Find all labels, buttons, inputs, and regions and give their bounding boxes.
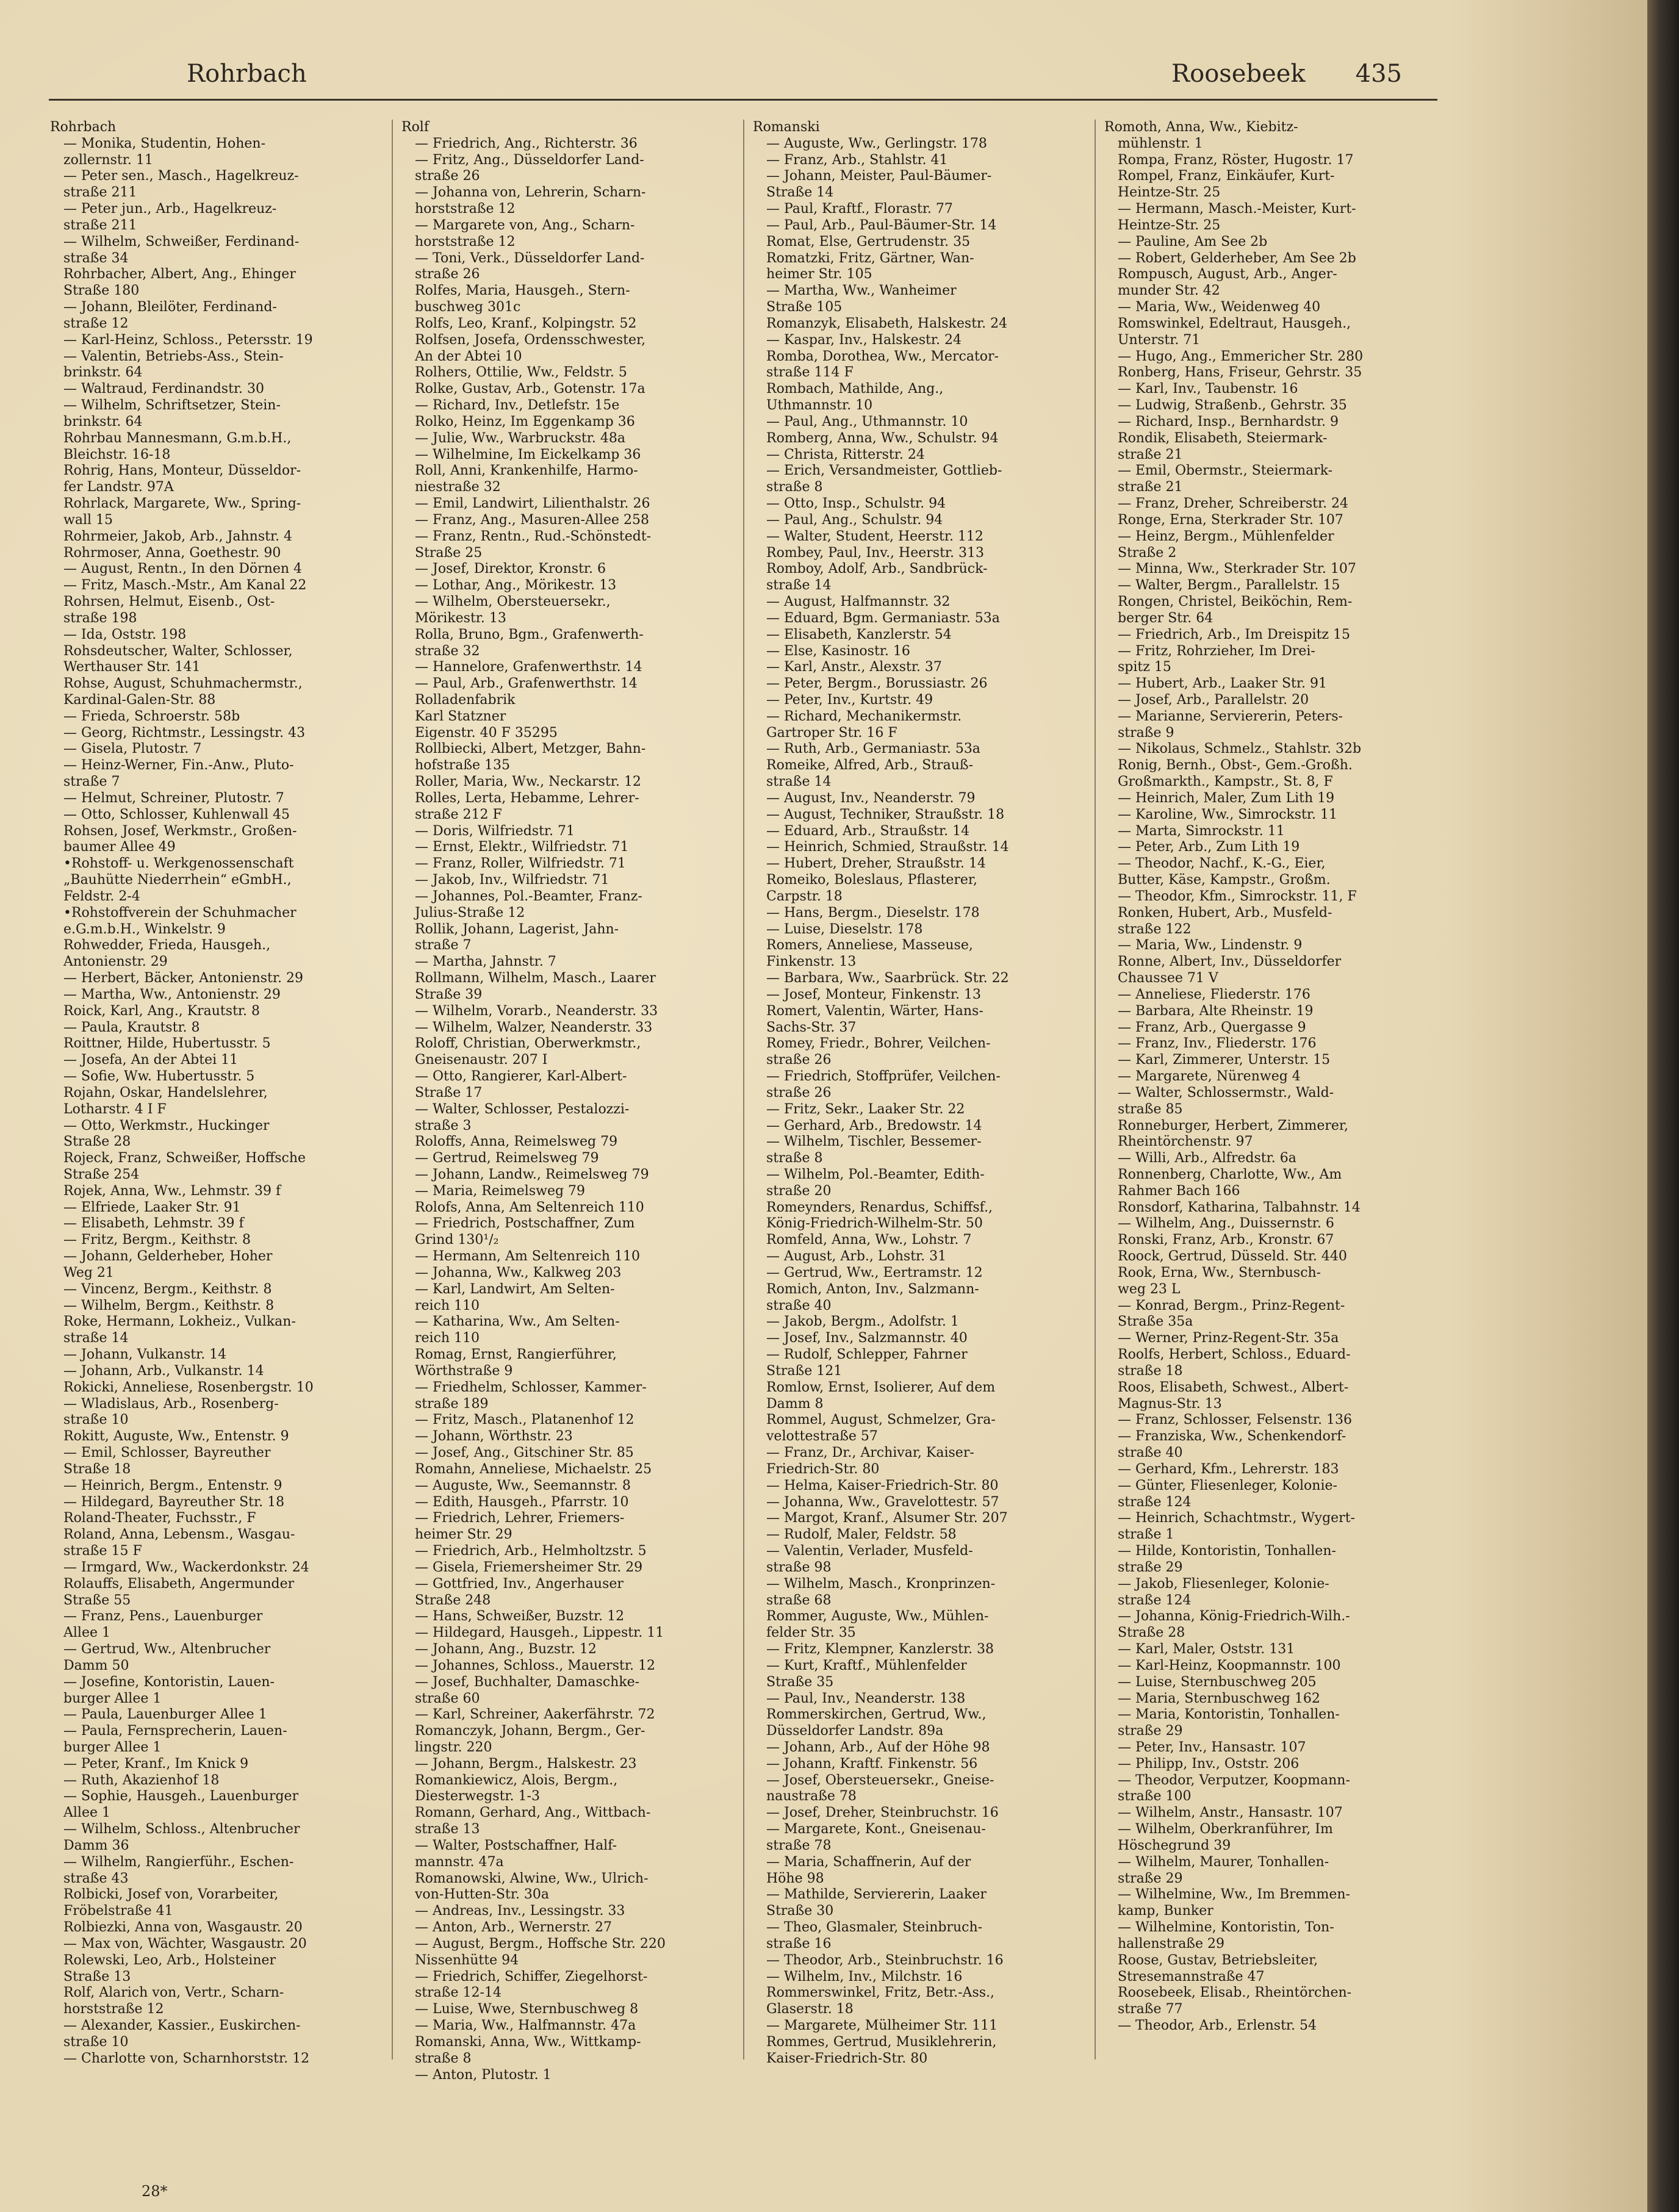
header-rule	[49, 99, 1437, 101]
directory-column-1	[50, 120, 395, 2072]
book-spine	[1647, 0, 1679, 2212]
header-left-keyword: Rohrbach	[187, 60, 307, 88]
column-1-text: Rohrbach — Monika, Studentin, Hohen- zollernstr. 11 — Peter sen., Masch., Hagelkreuz- straße 211 — Peter jun., Arb., Hagelkreuz- straße 211 — Wilhelm, Schweißer, Ferdinand- straße 34 Rohrbacher, Albert, Ang., Ehinger Straße 180 — Johann, Bleilöter, Ferdinand- straße 12 — Karl-Heinz, Schloss., Petersstr. 19 — Valentin, Betriebs-Ass., Stein- brinkstr. 64 — Waltraud, Ferdinandstr. 30 — Wilhelm, Schriftsetzer, Stein- brinkstr. 64 Rohrbau Mannesmann, G.m.b.H., Bleichstr. 16-18 Rohrig, Hans, Monteur, Düsseldor- fer Landstr. 97A Rohrlack, Margarete, Ww., Spring- wall 15 Rohrmeier, Jakob, Arb., Jahnstr. 4 Rohrmoser, Anna, Goethestr. 90 — August, Rentn., In den Dörnen 4 — Fritz, Masch.-Mstr., Am Kanal 22 Rohrsen, Helmut, Eisenb., Ost- straße 198 — Ida, Oststr. 198 Rohsdeutscher, Walter, Schlosser, Werthauser Str. 141 Rohse, August, Schuhmachermstr., Kardinal-Galen-Str. 88 — Frieda, Schroerstr. 58b — Georg, Richtmstr., Lessingstr. 43 — Gisela, Plutostr. 7 — Heinz-Werner, Fin.-Anw., Pluto- straße 7 — Helmut, Schreiner, Plutostr. 7 — Otto, Schlosser, Kuhlenwall 45 Rohsen, Josef, Werkmstr., Großen- baumer Allee 49 •Rohstoff- u. Werkgenossenschaft „Bauhütte Niederrhein“ eGmbH., Feldstr. 2-4 •Rohstoffverein der Schuhmacher e.G.m.b.H., Winkelstr. 9 Rohwedder, Frieda, Hausgeh., Antonienstr. 29 — Herbert, Bäcker, Antonienstr. 29 — Martha, Ww., Antonienstr. 29 Roick, Karl, Ang., Krautstr. 8 — Paula, Krautstr. 8 Roittner, Hilde, Hubertusstr. 5 — Josefa, An der Abtei 11 — Sofie, Ww. Hubertusstr. 5 Rojahn, Oskar, Handelslehrer, Lotharstr. 4 I F — Otto, Werkmstr., Huckinger Straße 28 Rojeck, Franz, Schweißer, Hoffsche Straße 254 Rojek, Anna, Ww., Lehmstr. 39 f — Elfriede, Laaker Str. 91 — Elisabeth, Lehmstr. 39 f — Fritz, Bergm., Keithstr. 8 — Johann, Gelderheber, Hoher Weg 21 — Vincenz, Bergm., Keithstr. 8 — Wilhelm, Bergm., Keithstr. 8 Roke, Hermann, Lokheiz., Vulkan- straße 14 — Johann, Vulkanstr. 14 — Johann, Arb., Vulkanstr. 14 Rokicki, Anneliese, Rosenbergstr. 10 — Wladislaus, Arb., Rosenberg- straße 10 Rokitt, Auguste, Ww., Entenstr. 9 — Emil, Schlosser, Bayreuther Straße 18 — Heinrich, Bergm., Entenstr. 9 — Hildegard, Bayreuther Str. 18 Roland-Theater, Fuchsstr., F Roland, Anna, Lebensm., Wasgau- straße 15 F — Irmgard, Ww., Wackerdonkstr. 24 Rolauffs, Elisabeth, Angermunder Straße 55 — Franz, Pens., Lauenburger Allee 1 — Gertrud, Ww., Altenbrucher Damm 50 — Josefine, Kontoristin, Lauen- burger Allee 1 — Paula, Lauenburger Allee 1 — Paula, Fernsprecherin, Lauen- burger Allee 1 — Peter, Kranf., Im Knick 9 — Ruth, Akazienhof 18 — Sophie, Hausgeh., Lauenburger Allee 1 — Wilhelm, Schloss., Altenbrucher Damm 36 — Wilhelm, Rangierführ., Eschen- straße 43 Rolbicki, Josef von, Vorarbeiter, Fröbelstraße 41 Rolbiezki, Anna von, Wasgaustr. 20 — Max von, Wächter, Wasgaustr. 20 Rolewski, Leo, Arb., Holsteiner Straße 13 Rolf, Alarich von, Vertr., Scharn- horststraße 12 — Alexander, Kassier., Euskirchen- straße 10 — Charlotte von, Scharnhorststr. 12	[50, 120, 314, 2066]
page-number: 435	[1355, 60, 1402, 88]
signature-mark: 28*	[142, 2183, 168, 2200]
directory-column-4	[1104, 120, 1450, 2072]
column-3-text: Romanski — Auguste, Ww., Gerlingstr. 178 — Franz, Arb., Stahlstr. 41 — Johann, Meister, Paul-Bäumer- Straße 14 — Paul, Kraftf., Florastr. 77 — Paul, Arb., Paul-Bäumer-Str. 14 Romat, Else, Gertrudenstr. 35 Romatzki, Fritz, Gärtner, Wan- heimer Str. 105 — Martha, Ww., Wanheimer Straße 105 Romanzyk, Elisabeth, Halskestr. 24 — Kaspar, Inv., Halskestr. 24 Romba, Dorothea, Ww., Mercator- straße 114 F Rombach, Mathilde, Ang., Uthmannstr. 10 — Paul, Ang., Uthmannstr. 10 Romberg, Anna, Ww., Schulstr. 94 — Christa, Ritterstr. 24 — Erich, Versandmeister, Gottlieb- straße 8 — Otto, Insp., Schulstr. 94 — Paul, Ang., Schulstr. 94 — Walter, Student, Heerstr. 112 Rombey, Paul, Inv., Heerstr. 313 Romboy, Adolf, Arb., Sandbrück- straße 14 — August, Halfmannstr. 32 — Eduard, Bgm. Germaniastr. 53a — Elisabeth, Kanzlerstr. 54 — Else, Kasinostr. 16 — Karl, Anstr., Alexstr. 37 — Peter, Bergm., Borussiastr. 26 — Peter, Inv., Kurtstr. 49 — Richard, Mechanikermstr. Gartroper Str. 16 F — Ruth, Arb., Germaniastr. 53a Romeike, Alfred, Arb., Strauß- straße 14 — August, Inv., Neanderstr. 79 — August, Techniker, Straußstr. 18 — Eduard, Arb., Straußstr. 14 — Heinrich, Schmied, Straußstr. 14 — Hubert, Dreher, Straußstr. 14 Romeiko, Boleslaus, Pflasterer, Carpstr. 18 — Hans, Bergm., Dieselstr. 178 — Luise, Dieselstr. 178 Romers, Anneliese, Masseuse, Finkenstr. 13 — Barbara, Ww., Saarbrück. Str. 22 — Josef, Monteur, Finkenstr. 13 Romert, Valentin, Wärter, Hans- Sachs-Str. 37 Romey, Friedr., Bohrer, Veilchen- straße 26 — Friedrich, Stoffprüfer, Veilchen- straße 26 — Fritz, Sekr., Laaker Str. 22 — Gerhard, Arb., Bredowstr. 14 — Wilhelm, Tischler, Bessemer- straße 8 — Wilhelm, Pol.-Beamter, Edith- straße 20 Romeynders, Renardus, Schiffsf., König-Friedrich-Wilhelm-Str. 50 Romfeld, Anna, Ww., Lohstr. 7 — August, Arb., Lohstr. 31 — Gertrud, Ww., Eertramstr. 12 Romich, Anton, Inv., Salzmann- straße 40 — Jakob, Bergm., Adolfstr. 1 — Josef, Inv., Salzmannstr. 40 — Rudolf, Schlepper, Fahrner Straße 121 Romlow, Ernst, Isolierer, Auf dem Damm 8 Rommel, August, Schmelzer, Gra- velottestraße 57 — Franz, Dr., Archivar, Kaiser- Friedrich-Str. 80 — Helma, Kaiser-Friedrich-Str. 80 — Johanna, Ww., Gravelottestr. 57 — Margot, Kranf., Alsumer Str. 207 — Rudolf, Maler, Feldstr. 58 — Valentin, Verlader, Musfeld- straße 98 — Wilhelm, Masch., Kronprinzen- straße 68 Rommer, Auguste, Ww., Mühlen- felder Str. 35 — Fritz, Klempner, Kanzlerstr. 38 — Kurt, Kraftf., Mühlenfelder Straße 35 — Paul, Inv., Neanderstr. 138 Rommerskirchen, Gertrud, Ww., Düsseldorfer Landstr. 89a — Johann, Arb., Auf der Höhe 98 — Johann, Kraftf. Finkenstr. 56 — Josef, Obersteuersekr., Gneise- naustraße 78 — Josef, Dreher, Steinbruchstr. 16 — Margarete, Kont., Gneisenau- straße 78 — Maria, Schaffnerin, Auf der Höhe 98 — Mathilde, Serviererin, Laaker Straße 30 — Theo, Glasmaler, Steinbruch- straße 16 — Theodor, Arb., Steinbruchstr. 16 — Wilhelm, Inv., Milchstr. 16 Rommerswinkel, Fritz, Betr.-Ass., Glaserstr. 18 — Margarete, Mülheimer Str. 111 Rommes, Gertrud, Musiklehrerin, Kaiser-Friedrich-Str. 80	[753, 120, 1009, 2066]
directory-column-3	[753, 120, 1098, 2072]
header-right-keyword: Roosebeek	[1171, 60, 1306, 88]
column-4-text: Romoth, Anna, Ww., Kiebitz- mühlenstr. 1 Rompa, Franz, Röster, Hugostr. 17 Rompel, Franz, Einkäufer, Kurt- Heintze-Str. 25 — Hermann, Masch.-Meister, Kurt- Heintze-Str. 25 — Pauline, Am See 2b — Robert, Gelderheber, Am See 2b Rompusch, August, Arb., Anger- munder Str. 42 — Maria, Ww., Weidenweg 40 Romswinkel, Edeltraut, Hausgeh., Unterstr. 71 — Hugo, Ang., Emmericher Str. 280 Ronberg, Hans, Friseur, Gehrstr. 35 — Karl, Inv., Taubenstr. 16 — Ludwig, Straßenb., Gehrstr. 35 — Richard, Insp., Bernhardstr. 9 Rondik, Elisabeth, Steiermark- straße 21 — Emil, Obermstr., Steiermark- straße 21 — Franz, Dreher, Schreiberstr. 24 Ronge, Erna, Sterkrader Str. 107 — Heinz, Bergm., Mühlenfelder Straße 2 — Minna, Ww., Sterkrader Str. 107 — Walter, Bergm., Parallelstr. 15 Rongen, Christel, Beiköchin, Rem- berger Str. 64 — Friedrich, Arb., Im Dreispitz 15 — Fritz, Rohrzieher, Im Drei- spitz 15 — Hubert, Arb., Laaker Str. 91 — Josef, Arb., Parallelstr. 20 — Marianne, Serviererin, Peters- straße 9 — Nikolaus, Schmelz., Stahlstr. 32b Ronig, Bernh., Obst-, Gem.-Großh. Großmarkth., Kampstr., St. 8, F — Heinrich, Maler, Zum Lith 19 — Karoline, Ww., Simrockstr. 11 — Marta, Simrockstr. 11 — Peter, Arb., Zum Lith 19 — Theodor, Nachf., K.-G., Eier, Butter, Käse, Kampstr., Großm. — Theodor, Kfm., Simrockstr. 11, F Ronken, Hubert, Arb., Musfeld- straße 122 — Maria, Ww., Lindenstr. 9 Ronne, Albert, Inv., Düsseldorfer Chaussee 71 V — Anneliese, Fliederstr. 176 — Barbara, Alte Rheinstr. 19 — Franz, Arb., Quergasse 9 — Franz, Inv., Fliederstr. 176 — Karl, Zimmerer, Unterstr. 15 — Margarete, Nürenweg 4 — Walter, Schlossermstr., Wald- straße 85 Ronneburger, Herbert, Zimmerer, Rheintörchenstr. 97 — Willi, Arb., Alfredstr. 6a Ronnenberg, Charlotte, Ww., Am Rahmer Bach 166 Ronsdorf, Katharina, Talbahnstr. 14 — Wilhelm, Ang., Duissernstr. 6 Ronski, Franz, Arb., Kronstr. 67 Roock, Gertrud, Düsseld. Str. 440 Rook, Erna, Ww., Sternbusch- weg 23 L — Konrad, Bergm., Prinz-Regent- Straße 35a — Werner, Prinz-Regent-Str. 35a Roolfs, Herbert, Schloss., Eduard- straße 18 Roos, Elisabeth, Schwest., Albert- Magnus-Str. 13 — Franz, Schlosser, Felsenstr. 136 — Franziska, Ww., Schenkendorf- straße 40 — Gerhard, Kfm., Lehrerstr. 183 — Günter, Fliesenleger, Kolonie- straße 124 — Heinrich, Schachtmstr., Wygert- straße 1 — Hilde, Kontoristin, Tonhallen- straße 29 — Jakob, Fliesenleger, Kolonie- straße 124 — Johanna, König-Friedrich-Wilh.- Straße 28 — Karl, Maler, Oststr. 131 — Karl-Heinz, Koopmannstr. 100 — Luise, Sternbuschweg 205 — Maria, Sternbuschweg 162 — Maria, Kontoristin, Tonhallen- straße 29 — Peter, Inv., Hansastr. 107 — Philipp, Inv., Oststr. 206 — Theodor, Verputzer, Koopmann- straße 100 — Wilhelm, Anstr., Hansastr. 107 — Wilhelm, Oberkranführer, Im Höschegrund 39 — Wilhelm, Maurer, Tonhallen- straße 29 — Wilhelmine, Ww., Im Bremmen- kamp, Bunker — Wilhelmine, Kontoristin, Ton- hallenstraße 29 Roose, Gustav, Betriebsleiter, Stresemannstraße 47 Roosebeek, Elisab., Rheintörchen- straße 77 — Theodor, Arb., Erlenstr. 54	[1104, 120, 1364, 2034]
directory-column-2	[401, 120, 747, 2083]
column-2-text: Rolf — Friedrich, Ang., Richterstr. 36 — Fritz, Ang., Düsseldorfer Land- straße 26 — Johanna von, Lehrerin, Scharn- horststraße 12 — Margarete von, Ang., Scharn- horststraße 12 — Toni, Verk., Düsseldorfer Land- straße 26 Rolfes, Maria, Hausgeh., Stern- buschweg 301c Rolfs, Leo, Kranf., Kolpingstr. 52 Rolfsen, Josefa, Ordensschwester, An der Abtei 10 Rolhers, Ottilie, Ww., Feldstr. 5 Rolke, Gustav, Arb., Gotenstr. 17a — Richard, Inv., Detlefstr. 15e Rolko, Heinz, Im Eggenkamp 36 — Julie, Ww., Warbruckstr. 48a — Wilhelmine, Im Eickelkamp 36 Roll, Anni, Krankenhilfe, Harmo- niestraße 32 — Emil, Landwirt, Lilienthalstr. 26 — Franz, Ang., Masuren-Allee 258 — Franz, Rentn., Rud.-Schönstedt- Straße 25 — Josef, Direktor, Kronstr. 6 — Lothar, Ang., Mörikestr. 13 — Wilhelm, Obersteuersekr., Mörikestr. 13 Rolla, Bruno, Bgm., Grafenwerth- straße 32 — Hannelore, Grafenwerthstr. 14 — Paul, Arb., Grafenwerthstr. 14 Rolladenfabrik Karl Statzner Eigenstr. 40 F 35295 Rollbiecki, Albert, Metzger, Bahn- hofstraße 135 Roller, Maria, Ww., Neckarstr. 12 Rolles, Lerta, Hebamme, Lehrer- straße 212 F — Doris, Wilfriedstr. 71 — Ernst, Elektr., Wilfriedstr. 71 — Franz, Roller, Wilfriedstr. 71 — Jakob, Inv., Wilfriedstr. 71 — Johannes, Pol.-Beamter, Franz- Julius-Straße 12 Rollik, Johann, Lagerist, Jahn- straße 7 — Martha, Jahnstr. 7 Rollmann, Wilhelm, Masch., Laarer Straße 39 — Wilhelm, Vorarb., Neanderstr. 33 — Wilhelm, Walzer, Neanderstr. 33 Roloff, Christian, Oberwerkmstr., Gneisenaustr. 207 I — Otto, Rangierer, Karl-Albert- Straße 17 — Walter, Schlosser, Pestalozzi- straße 3 Roloffs, Anna, Reimelsweg 79 — Gertrud, Reimelsweg 79 — Johann, Landw., Reimelsweg 79 — Maria, Reimelsweg 79 Rolofs, Anna, Am Seltenreich 110 — Friedrich, Postschaffner, Zum Grind 130¹/₂ — Hermann, Am Seltenreich 110 — Johanna, Ww., Kalkweg 203 — Karl, Landwirt, Am Selten- reich 110 — Katharina, Ww., Am Selten- reich 110 Romag, Ernst, Rangierführer, Wörthstraße 9 — Friedhelm, Schlosser, Kammer- straße 189 — Fritz, Masch., Platanenhof 12 — Johann, Wörthstr. 23 — Josef, Ang., Gitschiner Str. 85 Romahn, Anneliese, Michaelstr. 25 — Auguste, Ww., Seemannstr. 8 — Edith, Hausgeh., Pfarrstr. 10 — Friedrich, Lehrer, Friemers- heimer Str. 29 — Friedrich, Arb., Helmholtzstr. 5 — Gisela, Friemersheimer Str. 29 — Gottfried, Inv., Angerhauser Straße 248 — Hans, Schweißer, Buzstr. 12 — Hildegard, Hausgeh., Lippestr. 11 — Johann, Ang., Buzstr. 12 — Johannes, Schloss., Mauerstr. 12 — Josef, Buchhalter, Damaschke- straße 60 — Karl, Schreiner, Aakerfährstr. 72 Romanczyk, Johann, Bergm., Ger- lingstr. 220 — Johann, Bergm., Halskestr. 23 Romankiewicz, Alois, Bergm., Diesterwegstr. 1-3 Romann, Gerhard, Ang., Wittbach- straße 13 — Walter, Postschaffner, Half- mannstr. 47a Romanowski, Alwine, Ww., Ulrich- von-Hutten-Str. 30a — Andreas, Inv., Lessingstr. 33 — Anton, Arb., Wernerstr. 27 — August, Bergm., Hoffsche Str. 220 Nissenhütte 94 — Friedrich, Schiffer, Ziegelhorst- straße 12-14 — Luise, Wwe, Sternbuschweg 8 — Maria, Ww., Halfmannstr. 47a Romanski, Anna, Ww., Wittkamp- straße 8 — Anton, Plutostr. 1	[401, 120, 666, 2083]
page-header	[187, 60, 1402, 96]
